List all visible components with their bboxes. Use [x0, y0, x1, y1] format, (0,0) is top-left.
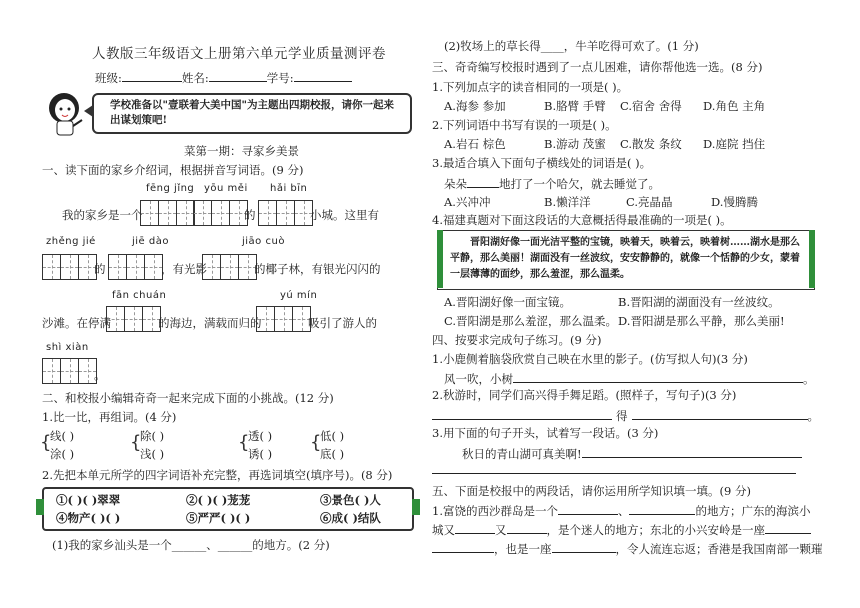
brace-3: {: [238, 432, 250, 453]
q3-4-opt-a[interactable]: A.晋阳湖好像一面宝镜。: [444, 295, 571, 309]
q4-1-blank[interactable]: [513, 371, 803, 383]
q4-3-blank-a[interactable]: [582, 446, 802, 458]
word-1: ①( )( )翠翠: [56, 493, 121, 507]
word-4: ④物产( )( ): [56, 511, 121, 525]
word-6: ⑥成( )结队: [320, 511, 381, 525]
q4-3-blank-b[interactable]: [432, 473, 796, 474]
q3-3-sent-b: 地打了一个哈欠，就去睡觉了。: [499, 177, 660, 191]
q1-line2-b: ，有光影: [161, 262, 207, 276]
pair-2-b: 浅( ): [140, 447, 165, 461]
q5-3b: ，令人流连忘返；香港是我国南部一颗璀: [615, 542, 823, 556]
pair-2-a: 除( ): [140, 429, 165, 443]
q5-blank-4[interactable]: [507, 522, 547, 534]
brace-2: {: [130, 432, 142, 453]
q3-3-opt-b[interactable]: B.懒洋洋: [544, 195, 591, 209]
word-2: ②( )( )茏茏: [186, 493, 251, 507]
q1-line2-c: 的椰子林，有银光闪闪的: [254, 262, 381, 276]
q4-3-answer: [462, 446, 802, 462]
q5-line1: [432, 503, 810, 519]
pinyin-jiaocuo: jiāo cuò: [242, 236, 285, 247]
q5-2b: 又: [495, 523, 507, 537]
q5-blank-5[interactable]: [765, 522, 811, 534]
q5-blank-6[interactable]: [432, 541, 494, 553]
q5-blank-1[interactable]: [558, 503, 618, 515]
q5-blank-2[interactable]: [629, 503, 695, 515]
q2-fill2: (2)牧场上的草长得____，牛羊吃得可欢了。(1 分): [444, 39, 699, 53]
q2-fill1: (1)我的家乡汕头是一个______、______的地方。(2 分): [52, 538, 330, 552]
q1-line3-c: 吸引了游人的: [308, 316, 377, 330]
char-grid-haibin[interactable]: [258, 200, 313, 226]
q3-4-opt-c[interactable]: C.晋阳湖是那么羞涩，那么温柔。: [444, 314, 618, 328]
q5-heading: 五、下面是校报中的两段话，请你运用所学知识填一填。(9 分): [432, 484, 751, 498]
pair-4-a: 低( ): [320, 429, 345, 443]
char-grid-yumin[interactable]: [256, 306, 311, 332]
q1-line1-c: 小城。这里有: [310, 208, 379, 222]
word-3: ③景色( )人: [320, 493, 381, 507]
q3-1-opt-c[interactable]: C.宿舍 舍得: [620, 99, 682, 113]
pair-3-b: 诱( ): [248, 447, 273, 461]
name-label: 姓名:: [181, 71, 209, 85]
pinyin-haibin: hǎi bīn: [270, 183, 308, 194]
q4-3-stem: 3.用下面的句子开头，试着写一段话。(3 分): [432, 426, 659, 440]
q4-heading: 四、按要求完成句子练习。(9 分): [432, 333, 602, 347]
pinyin-youmei: yōu měi: [204, 183, 248, 194]
q5-line2: [432, 522, 811, 538]
pair-3-a: 透( ): [248, 429, 273, 443]
q5-1b: 、: [617, 504, 630, 518]
q5-2c: ，是个迷人的地方；东北的小兴安岭是一座: [546, 523, 765, 537]
pinyin-jiedao: jiē dào: [132, 236, 169, 247]
pair-1-b: 涂( ): [50, 447, 75, 461]
q3-3-sentence: [444, 176, 660, 192]
q4-2-blank-b[interactable]: [632, 408, 808, 420]
pinyin-yumin: yú mín: [280, 290, 318, 301]
q3-2-opt-c[interactable]: C.散发 条纹: [620, 137, 682, 151]
q5-2a: 城又: [432, 523, 455, 537]
q1-line3-b: 的海边，满载而归的: [158, 316, 262, 330]
q5-blank-3[interactable]: [455, 522, 495, 534]
student-info-row: [95, 70, 352, 86]
brace-1: {: [40, 432, 52, 453]
q5-3a: ，也是一座: [494, 542, 552, 556]
word-banner: [42, 487, 414, 531]
notice-box: [92, 93, 412, 134]
q3-4-stem: 4.福建真题对下面这段话的大意概括得最准确的一项是( )。: [432, 213, 732, 227]
q3-1-opt-a[interactable]: A.海参 参加: [444, 99, 506, 113]
notice-text: 学校准备以"壹联着大美中国"为主题出四期校报，请你一起来出谋划策吧!: [110, 99, 394, 126]
pair-1-a: 线( ): [50, 429, 75, 443]
q1-heading: 一、读下面的家乡介绍词，根据拼音写词语。(9 分): [42, 163, 304, 177]
q3-3-opt-d[interactable]: D.慢腾腾: [711, 195, 758, 209]
id-label: 学号:: [266, 71, 294, 85]
char-grid-youmei[interactable]: [193, 200, 248, 226]
q5-line3: [432, 541, 823, 557]
q2-sub1: 1.比一比，再组词。(4 分): [42, 410, 177, 424]
char-grid-jiedao[interactable]: [108, 254, 163, 280]
class-blank[interactable]: [122, 70, 182, 82]
q2-heading: 二、和校报小编辑奇奇一起来完成下面的小挑战。(12 分): [42, 391, 334, 405]
passage-accent-left: [437, 230, 443, 288]
pinyin-fanchuan: fān chuán: [112, 290, 167, 301]
char-grid-fanchuan[interactable]: [106, 306, 161, 332]
q3-1-stem: 1.下列加点字的读音相同的一项是( )。: [432, 80, 629, 94]
q4-2-mid: 得: [616, 409, 628, 423]
q3-3-opt-a[interactable]: A.兴冲冲: [444, 195, 491, 209]
speech-pointer: [84, 105, 93, 117]
cartoon-girl-icon: [44, 90, 86, 138]
q3-1-opt-d[interactable]: D.角色 主角: [703, 99, 766, 113]
q4-1-answer: 风一吹，小树 。: [444, 372, 815, 386]
page-title: 人教版三年级语文上册第六单元学业质量测评卷: [92, 46, 386, 62]
class-label: 班级:: [95, 71, 122, 85]
id-blank[interactable]: [294, 70, 352, 82]
q3-2-opt-a[interactable]: A.岩石 棕色: [444, 137, 506, 151]
q5-blank-7[interactable]: [552, 541, 616, 553]
q3-2-stem: 2.下列词语中书写有误的一项是( )。: [432, 118, 617, 132]
q1-line3-a: 沙滩。在停满: [42, 316, 111, 330]
q4-3-prefix: 秋日的青山湖可真美啊!: [462, 447, 582, 461]
q3-3-sent-a: 朵朵: [444, 177, 467, 191]
char-grid-jiaocuo[interactable]: [202, 254, 257, 280]
passage-accent-right: [809, 230, 815, 288]
period-title: 菜第一期：寻家乡美景: [184, 144, 299, 158]
q1-line4-end: 。: [94, 368, 106, 382]
q4-2-answer: 得 。: [432, 408, 819, 424]
q3-3-stem: 3.最适合填入下面句子横线处的词语是( )。: [432, 156, 652, 170]
pair-4-b: 底( ): [320, 447, 345, 461]
passage-box: [437, 230, 815, 290]
q3-3-blank[interactable]: [467, 176, 499, 188]
q4-1-prefix: 风一吹，小树: [444, 372, 513, 386]
q4-2-stem: 2.秋游时，同学们高兴得手舞足蹈。(照样子，写句子)(3 分): [432, 388, 737, 402]
name-blank[interactable]: [209, 70, 267, 82]
q1-line1-b: 的: [244, 208, 256, 222]
q3-heading: 三、奇奇编写校报时遇到了一点儿困难，请你帮他选一选。(8 分): [432, 60, 763, 74]
q3-1-opt-b[interactable]: B.胳臂 手臂: [544, 99, 606, 113]
char-grid-fengjing[interactable]: [140, 200, 195, 226]
pinyin-zhengjie: zhěng jié: [46, 236, 96, 247]
passage-text: 晋阳湖好像一面光洁平整的宝镜，映着天，映着云，映着树……湖水是那么平静，那么美丽！湖面没有一丝波纹，安安静静的，就像一个恬静的少女，蒙着一层薄薄的面纱，那么羞涩，那么温柔。: [450, 237, 800, 280]
char-grid-shixian[interactable]: [42, 358, 97, 384]
q4-2-blank-a[interactable]: [432, 408, 612, 420]
q1-line2-a: 的: [94, 262, 106, 276]
word-5: ⑤严严( )( ): [186, 511, 251, 525]
pinyin-fengjing: fēng jǐng: [146, 183, 195, 194]
q3-2-opt-d[interactable]: D.庭院 挡住: [703, 137, 766, 151]
pinyin-shixian: shì xiàn: [46, 342, 89, 353]
brace-4: {: [310, 432, 322, 453]
q5-1c: 的地方；广东的海滨小: [695, 504, 811, 518]
q1-line1-a: 我的家乡是一个: [62, 208, 143, 222]
q2-sub2: 2.先把本单元所学的四字词语补充完整，再选词填空(填序号)。(8 分): [42, 468, 393, 482]
q3-2-opt-b[interactable]: B.游动 茂蜜: [544, 137, 606, 151]
q5-1a: 1.富饶的西沙群岛是一个: [432, 504, 558, 518]
q3-3-opt-c[interactable]: C.亮晶晶: [626, 195, 673, 209]
q3-4-opt-b[interactable]: B.晋阳湖的湖面没有一丝波纹。: [618, 295, 780, 309]
q4-1-stem: 1.小鹿侧着脑袋欣赏自己映在水里的影子。(仿写拟人句)(3 分): [432, 352, 748, 366]
char-grid-zhengjie[interactable]: [42, 254, 97, 280]
q3-4-opt-d[interactable]: D.晋阳湖是那么平静，那么美丽!: [618, 314, 785, 328]
